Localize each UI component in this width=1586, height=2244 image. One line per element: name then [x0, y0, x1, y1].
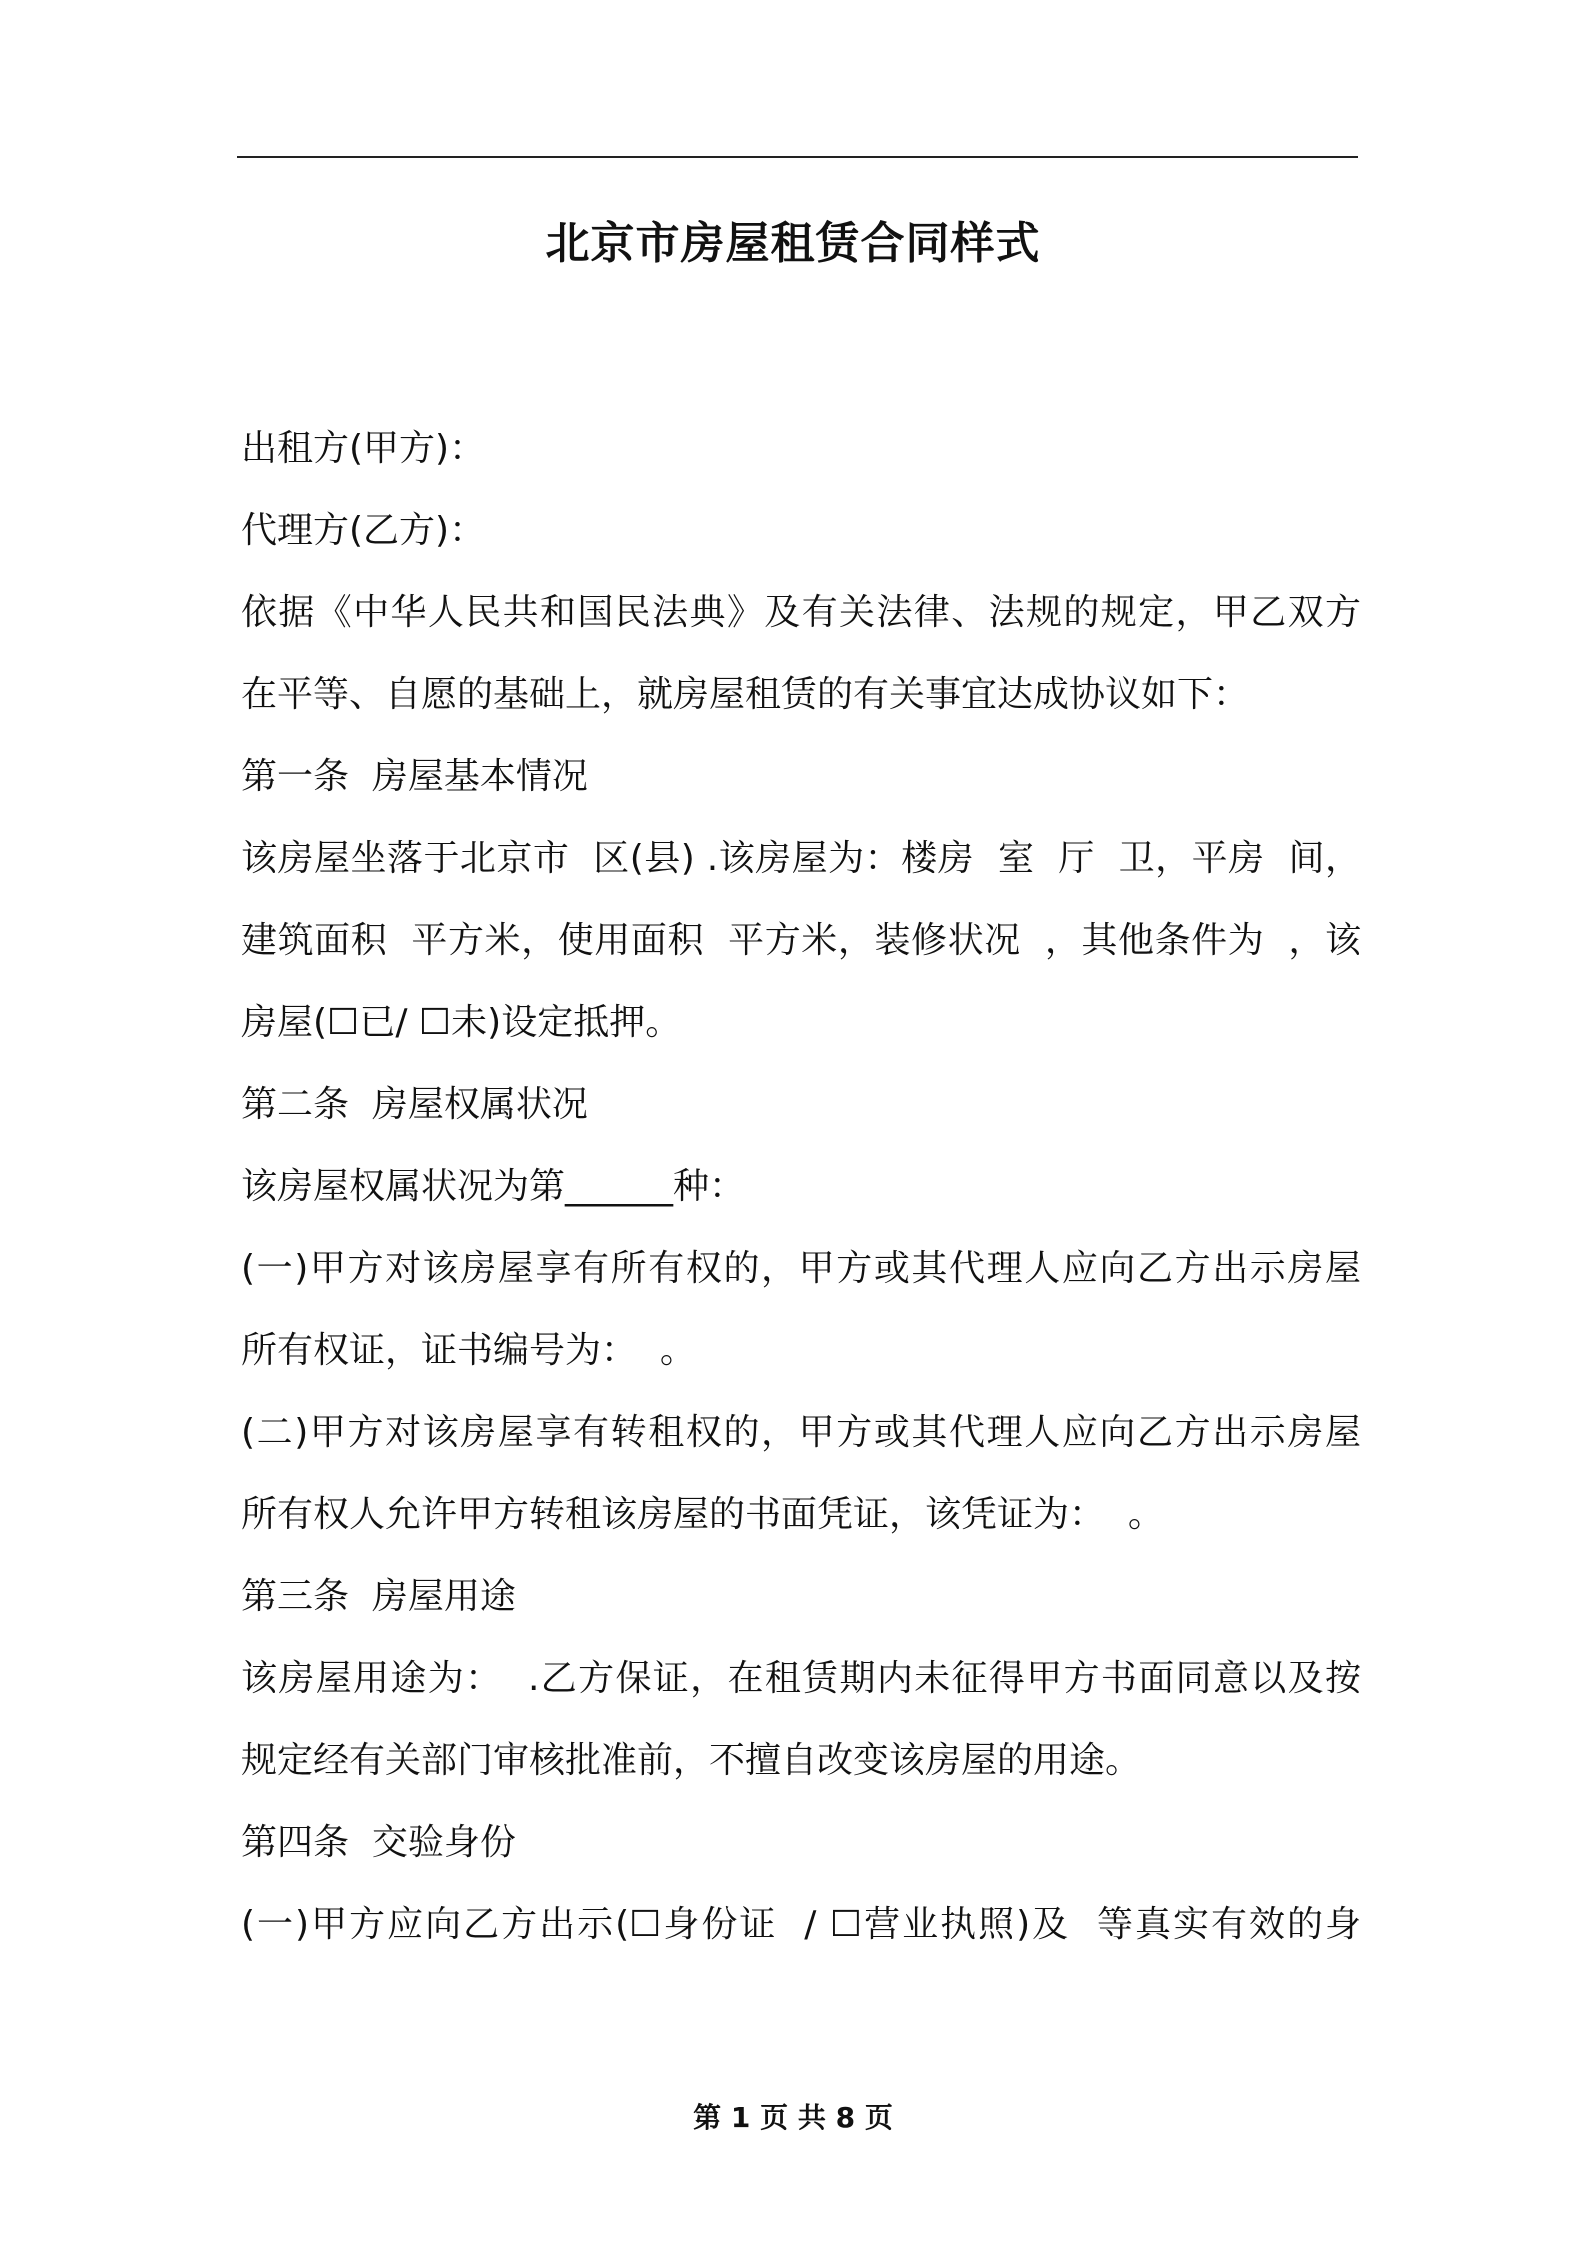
body-line: (一)甲方应向乙方出示(☐身份证 / ☐营业执照)及 等真实有效的身 [241, 1904, 1361, 1945]
body-line: 房屋(☐已/ ☐未)设定抵押。 [241, 1002, 682, 1043]
body-line: 出租方(甲方)： [241, 428, 486, 469]
body-line: (一)甲方对该房屋享有所有权的，甲方或其代理人应向乙方出示房屋 [241, 1248, 1361, 1289]
section-heading: 第四条 交验身份 [241, 1822, 516, 1863]
body-line: 规定经有关部门审核批准前，不擅自改变该房屋的用途。 [241, 1740, 1142, 1781]
body-line: 所有权人允许甲方转租该房屋的书面凭证，该凭证为： 。 [241, 1494, 1164, 1535]
page-footer: 第 1 页 共 8 页 [693, 2101, 893, 2134]
section-heading: 第一条 房屋基本情况 [241, 756, 588, 797]
body-line: 该房屋权属状况为第______种： [241, 1166, 746, 1207]
body-line: (二)甲方对该房屋享有转租权的，甲方或其代理人应向乙方出示房屋 [241, 1412, 1361, 1453]
body-line: 该房屋坐落于北京市 区(县) .该房屋为：楼房 室 厅 卫，平房 间， [241, 838, 1361, 879]
body-line: 依据《中华人民共和国民法典》及有关法律、法规的规定，甲乙双方 [241, 592, 1361, 633]
body-line: 在平等、自愿的基础上，就房屋租赁的有关事宜达成协议如下： [241, 674, 1250, 715]
document-title: 北京市房屋租赁合同样式 [545, 218, 1041, 269]
body-line: 该房屋用途为： .乙方保证，在租赁期内未征得甲方书面同意以及按 [241, 1658, 1361, 1699]
section-heading: 第三条 房屋用途 [241, 1576, 516, 1617]
section-heading: 第二条 房屋权属状况 [241, 1084, 588, 1125]
document-body [241, 408, 1361, 1966]
body-line: 所有权证，证书编号为： 。 [241, 1330, 696, 1371]
body-line: 建筑面积 平方米，使用面积 平方米，装修状况 ，其他条件为 ，该 [241, 920, 1361, 961]
header-rule [237, 156, 1358, 158]
body-line: 代理方(乙方)： [241, 510, 486, 551]
